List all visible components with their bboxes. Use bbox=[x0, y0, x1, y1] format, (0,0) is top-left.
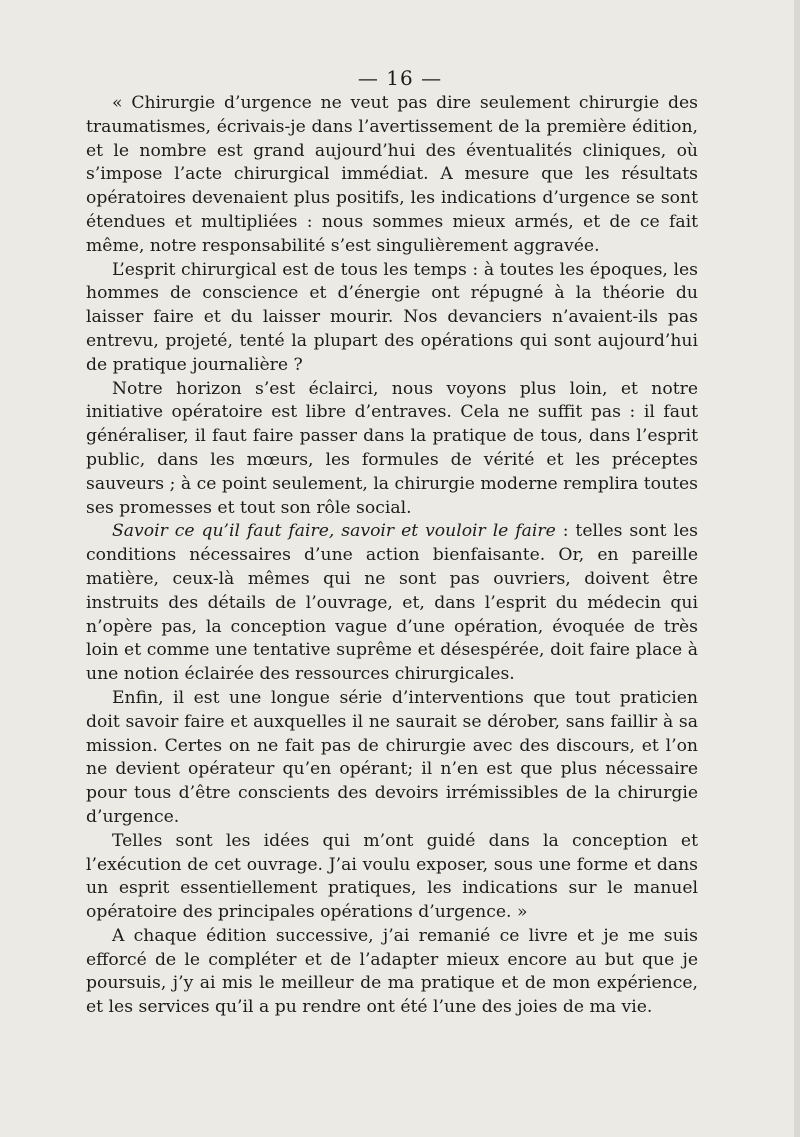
paragraph-1: « Chirurgie d’urgence ne veut pas dire seulement chirurgie des traumatismes, écrivais-je dans l’avertissement de la première édition, et le nombre est grand aujourd’hui des éventualités cliniques, où s’impose l’acte chirurgical immédiat. A mesure que les résultats opératoires devenaient plus positifs, les indications d’urgence se sont étendues et multipliées : nous sommes mieux armés, et de ce fait même, notre responsabilité s’est singulièrement aggravée. bbox=[86, 93, 698, 256]
page-number: — 16 — bbox=[357, 66, 443, 90]
paragraph-5: Enfin, il est une longue série d’interventions que tout praticien doit savoir faire et auxquelles il ne saurait se dérober, sans faillir à sa mission. Certes on ne fait pas de chirurgie avec des discours, et l’on ne devient opérateur qu’en opérant; il n’en est que plus nécessaire pour tous d’être conscients des devoirs irrémissibles de la chirurgie d’urgence. bbox=[86, 687, 698, 827]
paragraph-2: L’esprit chirurgical est de tous les temps : à toutes les époques, les hommes de conscience et d’énergie ont répugné à la théorie du laisser faire et du laisser mourir. Nos devanciers n’avaient-ils pas entrevu, projeté, tenté la plupart des opérations qui sont aujourd’hui de pratique journalière ? bbox=[86, 259, 698, 375]
paragraph-4 bbox=[86, 520, 698, 687]
paragraph-4-text: : telles sont les conditions nécessaires d’une action bienfaisante. Or, en pareille matière, ceux-là mêmes qui ne sont pas ouvriers, doivent être instruits des détails de l’ouvrage, et, dans l’esprit du médecin qui n’opère pas, la conception vague d’une opération, évoquée de très loin et comme une tentative suprême et désespérée, doit faire place à une notion éclairée des ressources chirurgicales. bbox=[86, 521, 698, 685]
body-text bbox=[86, 92, 698, 1020]
paragraph-4-italic-lead: Savoir ce qu’il faut faire, savoir et vouloir le faire bbox=[112, 521, 556, 542]
paragraph-6: Telles sont les idées qui m’ont guidé dans la conception et l’exécution de cet ouvrage. J’ai voulu exposer, sous une forme et dans un esprit essentiellement pratiques, les indications sur le manuel opératoire des principales opérations d’urgence. » bbox=[86, 830, 698, 923]
page-edge-shadow bbox=[794, 0, 800, 1137]
paragraph-3: Notre horizon s’est éclairci, nous voyons plus loin, et notre initiative opératoire est libre d’entraves. Cela ne suffit pas : il faut généraliser, il faut faire passer dans la pratique de tous, dans l’esprit public, dans les mœurs, les formules de vérité et les préceptes sauveurs ; à ce point seulement, la chirurgie moderne remplira toutes ses promesses et tout son rôle social. bbox=[86, 378, 698, 518]
paragraph-7: A chaque édition successive, j’ai remanié ce livre et je me suis efforcé de le compléter et de l’adapter mieux encore au but que je poursuis, j’y ai mis le meilleur de ma pratique et de mon expérience, et les services qu’il a pu rendre ont été l’une des joies de ma vie. bbox=[86, 925, 698, 1018]
